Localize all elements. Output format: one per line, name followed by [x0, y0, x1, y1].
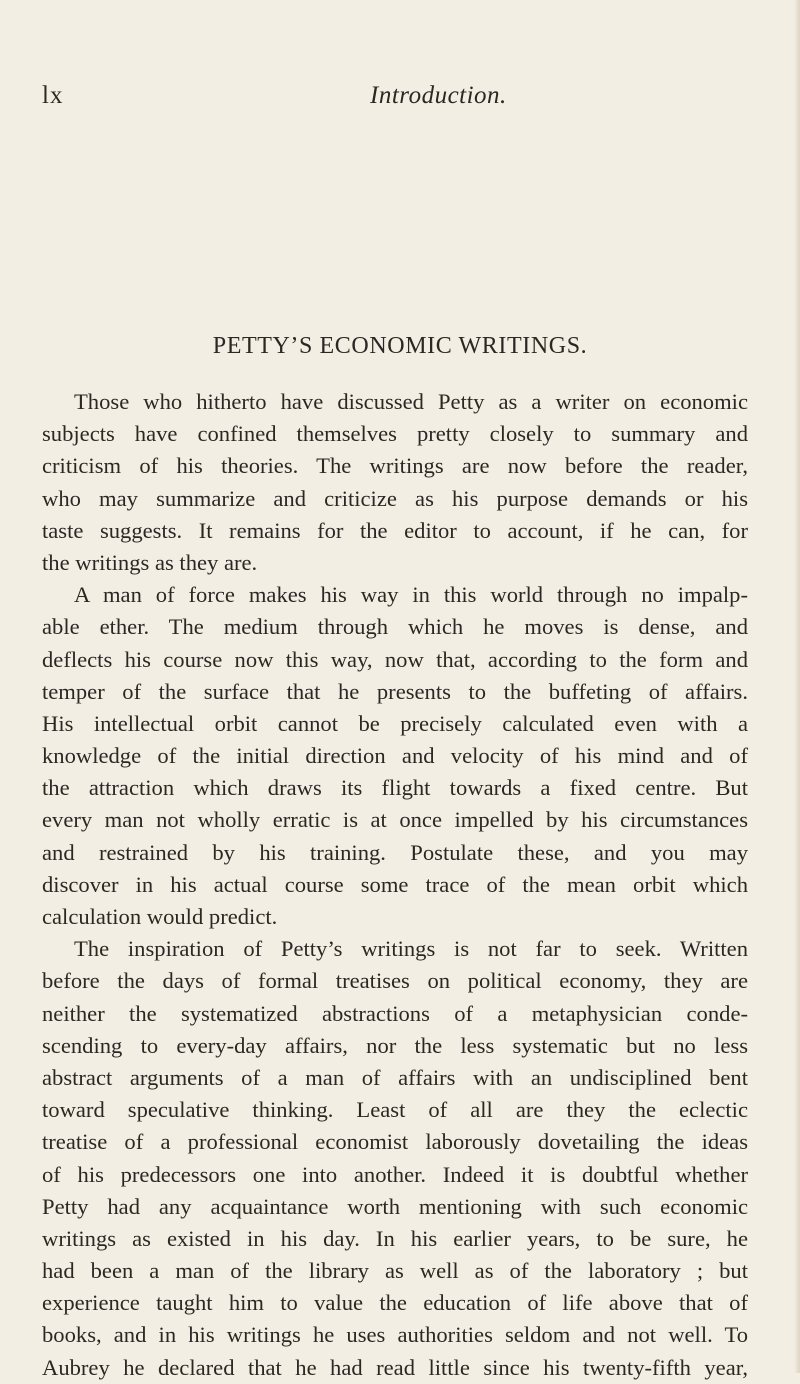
text-line: every man not wholly erratic is at once impelled by his circumstances: [42, 807, 748, 833]
text-line: His intellectual orbit cannot be precisely calculated even with a: [42, 710, 748, 736]
text-line: the writings as they are.: [42, 549, 258, 575]
text-line: toward speculative thinking. Least of all are they the eclectic: [42, 1097, 748, 1123]
running-title: Introduction.: [370, 82, 507, 109]
text-line: abstract arguments of a man of affairs with an undisciplined bent: [42, 1064, 748, 1090]
text-line: the attraction which draws its flight towards a fixed centre. But: [42, 775, 748, 801]
text-line: taste suggests. It remains for the editor to account, if he can, for: [42, 517, 748, 543]
text-line: writings as existed in his day. In his earlier years, to be sure, he: [42, 1225, 748, 1251]
text-line: neither the systematized abstractions of a metaphysician conde-: [42, 1000, 748, 1026]
text-line: The inspiration of Petty’s writings is not far to seek. Written: [74, 936, 748, 962]
page-number: lx: [42, 82, 64, 109]
text-line: books, and in his writings he uses authorities seldom and not well. To: [42, 1322, 748, 1348]
text-line: discover in his actual course some trace of the mean orbit which: [42, 871, 748, 897]
text-line: who may summarize and criticize as his purpose demands or his: [42, 485, 748, 511]
text-line: subjects have confined themselves pretty closely to summary and: [42, 421, 748, 447]
text-line: had been a man of the library as well as of the laboratory ; but: [42, 1258, 748, 1284]
text-line: knowledge of the initial direction and velocity of his mind and of: [42, 743, 748, 769]
text-line: scending to every-day affairs, nor the less systematic but no less: [42, 1032, 748, 1058]
page-edge-shadow: [794, 0, 800, 1373]
text-line: Petty had any acquaintance worth mentioning with such economic: [42, 1193, 748, 1219]
text-line: temper of the surface that he presents to the buffeting of affairs.: [42, 678, 748, 704]
running-head: [0, 82, 800, 122]
text-line: experience taught him to value the education of life above that of: [42, 1290, 748, 1316]
text-line: criticism of his theories. The writings are now before the reader,: [42, 453, 748, 479]
text-line: treatise of a professional economist laborously dovetailing the ideas: [42, 1129, 748, 1155]
text-line: and restrained by his training. Postulate these, and you may: [42, 839, 748, 865]
text-line: before the days of formal treatises on political economy, they are: [42, 968, 748, 994]
text-line: calculation would predict.: [42, 904, 278, 929]
text-line: A man of force makes his way in this world through no impalp-: [74, 582, 748, 608]
section-heading: PETTY’S ECONOMIC WRITINGS.: [212, 333, 588, 359]
body-text: [42, 386, 748, 1384]
text-line: Those who hitherto have discussed Petty as a writer on economic: [74, 389, 748, 414]
text-line: of his predecessors one into another. Indeed it is doubtful whether: [42, 1161, 748, 1187]
text-line: deflects his course now this way, now that, according to the form and: [42, 646, 748, 672]
text-line: Aubrey he declared that he had read little since his twenty-fifth year,: [42, 1354, 748, 1380]
text-line: able ether. The medium through which he moves is dense, and: [42, 614, 748, 640]
